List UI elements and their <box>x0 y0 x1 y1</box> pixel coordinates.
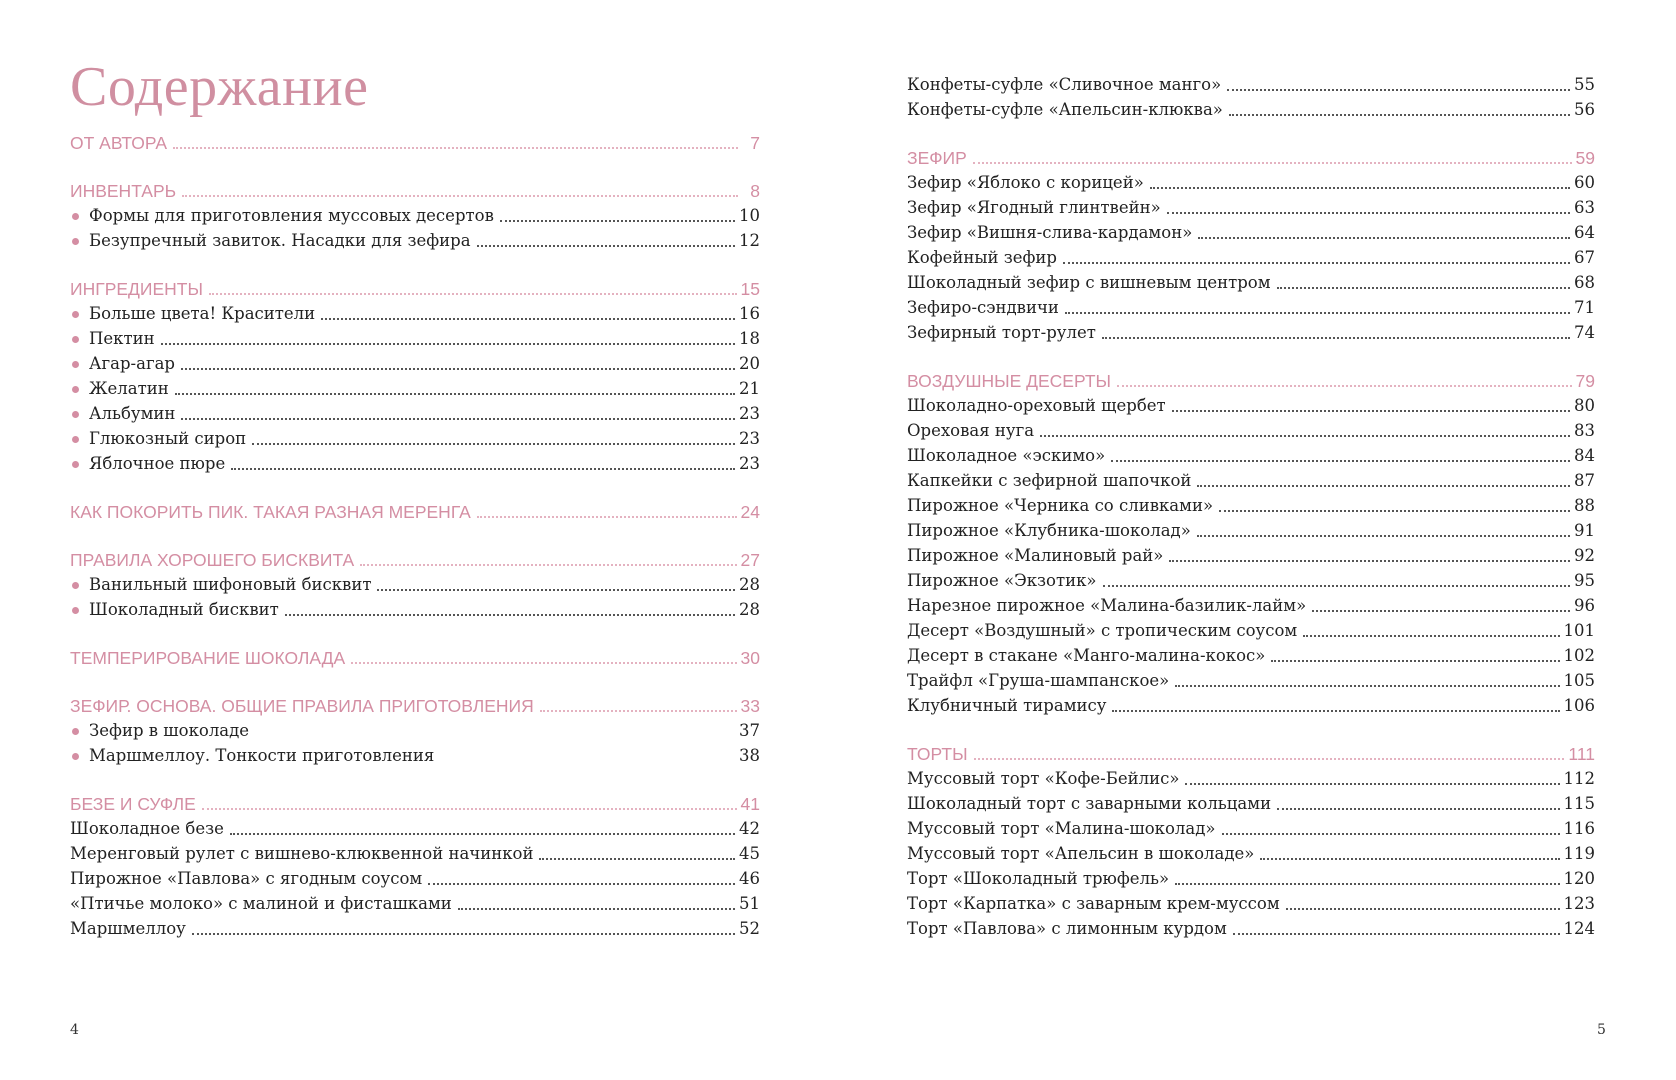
dot-leader <box>1040 435 1570 437</box>
bullet-icon <box>72 753 79 760</box>
toc-entry-title: ИНВЕНТАРЬ <box>70 181 177 201</box>
toc-entry[interactable] <box>70 816 760 842</box>
toc-entry-title: Кофейный зефир <box>907 248 1057 267</box>
toc-page-number: 7 <box>750 133 760 153</box>
toc-entry-title: Агар-агар <box>89 354 175 373</box>
toc-page-number: 106 <box>1563 696 1595 715</box>
dot-leader <box>500 220 735 222</box>
toc-page-number: 28 <box>739 600 760 619</box>
dot-leader <box>1222 833 1560 835</box>
dot-leader <box>175 393 735 395</box>
toc-entry[interactable] <box>70 203 760 229</box>
toc-entry-title: Безупречный завиток. Насадки для зефира <box>89 231 471 250</box>
dot-leader <box>1111 460 1570 462</box>
toc-entry[interactable] <box>70 228 760 254</box>
toc-entry[interactable] <box>907 72 1595 98</box>
dot-leader <box>477 516 737 518</box>
toc-entry[interactable] <box>70 718 760 744</box>
toc-entry[interactable] <box>907 543 1595 569</box>
toc-entry-title: Нарезное пирожное «Малина-базилик-лайм» <box>907 596 1307 615</box>
dot-leader <box>1117 385 1571 387</box>
toc-page-number: 95 <box>1574 571 1595 590</box>
toc-entry-title: Больше цвета! Красители <box>89 304 316 323</box>
bullet-icon <box>72 238 79 245</box>
toc-entry-title: Пирожное «Черника со сливками» <box>907 496 1214 515</box>
toc-page-number: 79 <box>1575 371 1595 391</box>
bullet-icon <box>72 311 79 318</box>
toc-entry-title: ТЕМПЕРИРОВАНИЕ ШОКОЛАДА <box>70 648 346 668</box>
dot-leader <box>209 293 737 295</box>
toc-page-number: 15 <box>740 279 760 299</box>
dot-leader <box>1172 410 1570 412</box>
dot-leader <box>1175 883 1559 885</box>
toc-entry[interactable] <box>907 766 1595 792</box>
toc-page-number: 115 <box>1563 794 1595 813</box>
dot-leader <box>181 418 735 420</box>
toc-page-number: 33 <box>740 696 760 716</box>
toc-entry-title: Пирожное «Павлова» с ягодным соусом <box>70 869 423 888</box>
dot-leader <box>360 564 736 566</box>
dot-leader <box>252 443 735 445</box>
bullet-icon <box>72 607 79 614</box>
toc-page-number: 88 <box>1574 496 1595 515</box>
dot-leader <box>973 162 1572 164</box>
toc-page-number: 42 <box>739 819 760 838</box>
toc-page-number: 74 <box>1574 323 1595 342</box>
toc-entry-title: ВОЗДУШНЫЕ ДЕСЕРТЫ <box>907 371 1112 391</box>
toc-entry-title: Пирожное «Малиновый рай» <box>907 546 1164 565</box>
bullet-icon <box>72 361 79 368</box>
toc-page-number: 51 <box>739 894 760 913</box>
toc-entry[interactable] <box>70 841 760 867</box>
toc-entry[interactable] <box>907 220 1595 246</box>
toc-entry[interactable] <box>907 270 1595 296</box>
toc-entry-title: Клубничный тирамису <box>907 696 1107 715</box>
toc-section[interactable] <box>907 145 1595 171</box>
toc-section[interactable] <box>907 368 1595 394</box>
toc-entry-title: Зефир «Ягодный глинтвейн» <box>907 198 1161 217</box>
toc-page-number: 67 <box>1574 248 1595 267</box>
toc-entry-title: Меренговый рулет с вишнево-клюквенной начинкой <box>70 844 534 863</box>
toc-page-number: 27 <box>740 550 760 570</box>
dot-leader <box>440 760 735 762</box>
toc-page-number: 30 <box>740 648 760 668</box>
dot-leader <box>173 147 738 149</box>
toc-entry[interactable] <box>70 326 760 352</box>
toc-page-number: 18 <box>739 329 760 348</box>
toc-entry[interactable] <box>70 301 760 327</box>
toc-entry[interactable] <box>907 97 1595 123</box>
toc-page-number: 120 <box>1563 869 1595 888</box>
toc-entry-title: Шоколадный бисквит <box>89 600 279 619</box>
toc-entry-title: ПРАВИЛА ХОРОШЕГО БИСКВИТА <box>70 550 355 570</box>
bullet-icon <box>72 213 79 220</box>
toc-page-number: 8 <box>750 181 760 201</box>
toc-entry-title: Шоколадно-ореховый щербет <box>907 396 1166 415</box>
dot-leader <box>1197 535 1570 537</box>
toc-page-number: 87 <box>1574 471 1595 490</box>
toc-entry[interactable] <box>907 393 1595 419</box>
toc-entry-title: БЕЗЕ И СУФЛЕ <box>70 794 196 814</box>
toc-entry[interactable] <box>907 791 1595 817</box>
toc-entry[interactable] <box>907 320 1595 346</box>
toc-entry[interactable] <box>70 572 760 598</box>
dot-leader <box>1169 560 1570 562</box>
toc-page-number: 45 <box>739 844 760 863</box>
toc-section[interactable] <box>70 130 760 156</box>
dot-leader <box>1227 89 1570 91</box>
toc-page-number: 123 <box>1563 894 1595 913</box>
toc-page-number: 64 <box>1574 223 1595 242</box>
toc-entry-title: КАК ПОКОРИТЬ ПИК. ТАКАЯ РАЗНАЯ МЕРЕНГА <box>70 502 471 522</box>
dot-leader <box>1229 114 1570 116</box>
bullet-icon <box>72 436 79 443</box>
toc-entry-title: Зефирный торт-рулет <box>907 323 1096 342</box>
dot-leader <box>1271 660 1559 662</box>
toc-page-number: 24 <box>740 502 760 522</box>
toc-entry[interactable] <box>907 891 1595 917</box>
dot-leader <box>231 468 735 470</box>
toc-entry[interactable] <box>907 916 1595 942</box>
toc-entry-title: Шоколадный зефир с вишневым центром <box>907 273 1271 292</box>
toc-entry[interactable] <box>907 170 1595 196</box>
toc-entry-title: Маршмеллоу <box>70 919 186 938</box>
toc-entry-title: Муссовый торт «Апельсин в шоколаде» <box>907 844 1255 863</box>
toc-entry-title: Шоколадное безе <box>70 819 224 838</box>
toc-entry[interactable] <box>907 418 1595 444</box>
toc-page-number: 16 <box>739 304 760 323</box>
toc-entry[interactable] <box>907 618 1595 644</box>
toc-entry-title: Ванильный шифоновый бисквит <box>89 575 372 594</box>
toc-page-number: 55 <box>1574 75 1595 94</box>
toc-entry-title: ОТ АВТОРА <box>70 133 168 153</box>
toc-page-number: 23 <box>739 454 760 473</box>
dot-leader <box>1112 710 1559 712</box>
dot-leader <box>1312 610 1570 612</box>
bullet-icon <box>72 582 79 589</box>
toc-page-number: 124 <box>1563 919 1595 938</box>
toc-entry[interactable] <box>70 351 760 377</box>
toc-entry[interactable] <box>907 518 1595 544</box>
toc-page-number: 80 <box>1574 396 1595 415</box>
toc-page-number: 52 <box>739 919 760 938</box>
page-number-left: 4 <box>70 1022 79 1038</box>
toc-page-number: 56 <box>1574 100 1595 119</box>
dot-leader <box>974 758 1565 760</box>
toc-entry[interactable] <box>907 468 1595 494</box>
toc-entry-title: Яблочное пюре <box>89 454 226 473</box>
dot-leader <box>1277 287 1570 289</box>
dot-leader <box>377 589 735 591</box>
toc-section[interactable] <box>70 276 760 302</box>
toc-page-number: 96 <box>1574 596 1595 615</box>
toc-entry[interactable] <box>70 743 760 769</box>
toc-page-number: 84 <box>1574 446 1595 465</box>
toc-entry[interactable] <box>70 376 760 402</box>
toc-page-number: 68 <box>1574 273 1595 292</box>
toc-entry-title: Глюкозный сироп <box>89 429 247 448</box>
toc-entry-title: Торт «Шоколадный трюфель» <box>907 869 1170 888</box>
dot-leader <box>1102 337 1570 339</box>
toc-entry[interactable] <box>70 401 760 427</box>
toc-entry-title: Альбумин <box>89 404 176 423</box>
toc-entry-title: Десерт «Воздушный» с тропическим соусом <box>907 621 1298 640</box>
page-number-right: 5 <box>1597 1022 1606 1038</box>
toc-entry[interactable] <box>907 593 1595 619</box>
toc-section[interactable] <box>70 693 760 719</box>
toc-entry[interactable] <box>907 295 1595 321</box>
toc-entry-title: Шоколадный торт с заварными кольцами <box>907 794 1272 813</box>
toc-entry[interactable] <box>907 568 1595 594</box>
dot-leader <box>540 710 737 712</box>
toc-entry[interactable] <box>70 597 760 623</box>
toc-entry-title: Трайфл «Груша-шампанское» <box>907 671 1170 690</box>
bullet-icon <box>72 336 79 343</box>
dot-leader <box>1233 933 1560 935</box>
toc-entry-title: Желатин <box>89 379 169 398</box>
toc-entry-title: ИНГРЕДИЕНТЫ <box>70 279 203 299</box>
toc-page-number: 92 <box>1574 546 1595 565</box>
toc-entry-title: Капкейки с зефирной шапочкой <box>907 471 1192 490</box>
toc-page-number: 38 <box>739 746 760 765</box>
toc-page-number: 101 <box>1563 621 1595 640</box>
dot-leader <box>321 318 735 320</box>
dot-leader <box>1185 783 1559 785</box>
dot-leader <box>202 808 737 810</box>
toc-entry[interactable] <box>907 816 1595 842</box>
dot-leader <box>1286 908 1560 910</box>
toc-entry[interactable] <box>907 643 1595 669</box>
toc-entry-title: «Птичье молоко» с малиной и фисташками <box>70 894 452 913</box>
toc-entry-title: ЗЕФИР. ОСНОВА. ОБЩИЕ ПРАВИЛА ПРИГОТОВЛЕНИЯ <box>70 696 534 716</box>
dot-leader <box>181 368 735 370</box>
toc-section[interactable] <box>907 741 1595 767</box>
toc-section[interactable] <box>70 547 760 573</box>
toc-entry-title: Шоколадное «эскимо» <box>907 446 1106 465</box>
dot-leader <box>1303 635 1559 637</box>
toc-page-number: 71 <box>1574 298 1595 317</box>
dot-leader <box>1219 510 1570 512</box>
toc-entry-title: Конфеты-суфле «Апельсин-клюква» <box>907 100 1223 119</box>
toc-page-number: 20 <box>739 354 760 373</box>
dot-leader <box>1063 262 1570 264</box>
toc-page-number: 59 <box>1575 148 1595 168</box>
toc-entry-title: Десерт в стакане «Манго-малина-кокос» <box>907 646 1266 665</box>
toc-page-number: 83 <box>1574 421 1595 440</box>
dot-leader <box>458 908 735 910</box>
toc-entry-title: Зефир в шоколаде <box>89 721 250 740</box>
toc-entry-title: Пектин <box>89 329 155 348</box>
toc-entry[interactable] <box>70 451 760 477</box>
toc-page-number: 112 <box>1563 769 1595 788</box>
toc-page-number: 46 <box>739 869 760 888</box>
toc-section[interactable] <box>70 645 760 671</box>
dot-leader <box>1260 858 1559 860</box>
dot-leader <box>182 195 738 197</box>
toc-page-number: 63 <box>1574 198 1595 217</box>
dot-leader <box>539 858 735 860</box>
toc-page-number: 23 <box>739 429 760 448</box>
toc-page-number: 119 <box>1563 844 1595 863</box>
dot-leader <box>1103 585 1570 587</box>
toc-entry-title: Муссовый торт «Кофе-Бейлис» <box>907 769 1180 788</box>
dot-leader <box>192 933 735 935</box>
bullet-icon <box>72 411 79 418</box>
page-title: Содержание <box>70 56 369 118</box>
toc-entry-title: Маршмеллоу. Тонкости приготовления <box>89 746 435 765</box>
toc-page-number: 12 <box>739 231 760 250</box>
toc-section[interactable] <box>70 499 760 525</box>
toc-entry[interactable] <box>70 426 760 452</box>
dot-leader <box>1197 485 1570 487</box>
dot-leader <box>255 735 735 737</box>
toc-entry-title: Пирожное «Экзотик» <box>907 571 1097 590</box>
toc-entry[interactable] <box>70 891 760 917</box>
toc-page-number: 116 <box>1563 819 1595 838</box>
toc-page-number: 105 <box>1563 671 1595 690</box>
toc-page-number: 91 <box>1574 521 1595 540</box>
toc-entry-title: Муссовый торт «Малина-шоколад» <box>907 819 1216 838</box>
toc-entry-title: ЗЕФИР <box>907 148 967 168</box>
bullet-icon <box>72 386 79 393</box>
toc-entry[interactable] <box>907 668 1595 694</box>
dot-leader <box>1150 187 1570 189</box>
dot-leader <box>1198 237 1570 239</box>
bullet-icon <box>72 461 79 468</box>
toc-entry-title: Торт «Карпатка» с заварным крем-муссом <box>907 894 1280 913</box>
dot-leader <box>1167 212 1570 214</box>
toc-entry-title: Зефиро-сэндвичи <box>907 298 1059 317</box>
toc-page-number: 111 <box>1568 744 1595 764</box>
toc-page-number: 21 <box>739 379 760 398</box>
toc-section[interactable] <box>70 791 760 817</box>
toc-entry[interactable] <box>907 195 1595 221</box>
toc-page-number: 102 <box>1563 646 1595 665</box>
toc-entry[interactable] <box>907 493 1595 519</box>
toc-page-number: 23 <box>739 404 760 423</box>
toc-entry[interactable] <box>907 245 1595 271</box>
dot-leader <box>285 614 735 616</box>
dot-leader <box>1277 808 1559 810</box>
dot-leader <box>1065 312 1570 314</box>
dot-leader <box>230 833 735 835</box>
toc-entry[interactable] <box>70 866 760 892</box>
toc-entry[interactable] <box>70 916 760 942</box>
toc-entry-title: Зефир «Вишня-слива-кардамон» <box>907 223 1193 242</box>
toc-entry-title: Ореховая нуга <box>907 421 1035 440</box>
toc-entry[interactable] <box>907 693 1595 719</box>
toc-entry[interactable] <box>907 841 1595 867</box>
toc-page-number: 41 <box>740 794 760 814</box>
toc-entry-title: Пирожное «Клубника-шоколад» <box>907 521 1191 540</box>
toc-entry[interactable] <box>907 443 1595 469</box>
dot-leader <box>477 245 735 247</box>
toc-entry-title: Конфеты-суфле «Сливочное манго» <box>907 75 1222 94</box>
toc-page-number: 28 <box>739 575 760 594</box>
dot-leader <box>428 883 735 885</box>
toc-entry-title: ТОРТЫ <box>907 744 968 764</box>
bullet-icon <box>72 728 79 735</box>
toc-entry-title: Формы для приготовления муссовых десертов <box>89 206 494 225</box>
dot-leader <box>161 343 735 345</box>
toc-entry-title: Торт «Павлова» с лимонным курдом <box>907 919 1227 938</box>
toc-entry[interactable] <box>907 866 1595 892</box>
dot-leader <box>1175 685 1559 687</box>
toc-page-number: 10 <box>739 206 760 225</box>
dot-leader <box>351 662 736 664</box>
toc-entry-title: Зефир «Яблоко с корицей» <box>907 173 1144 192</box>
toc-page-number: 37 <box>739 721 760 740</box>
toc-page-number: 60 <box>1574 173 1595 192</box>
toc-section[interactable] <box>70 178 760 204</box>
